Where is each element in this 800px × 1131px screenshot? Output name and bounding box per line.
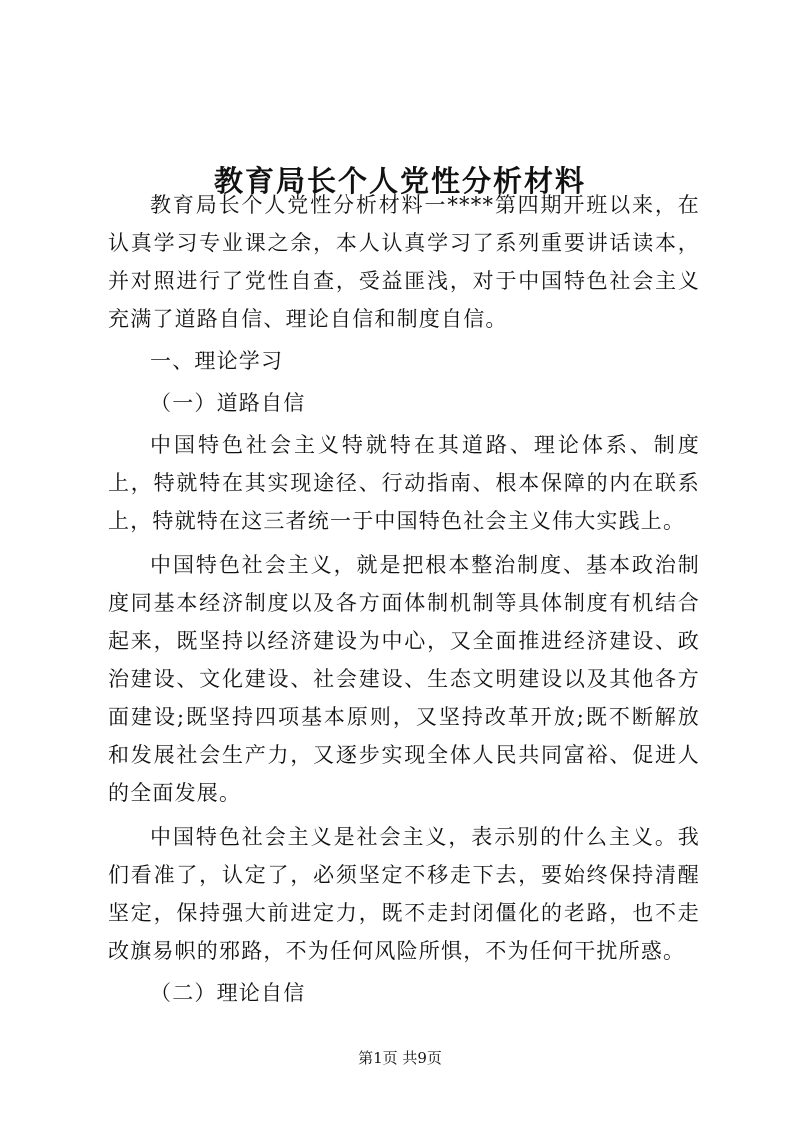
paragraph-road-features: 中国特色社会主义特就特在其道路、理论体系、制度上，特就特在其实现途径、行动指南、根本保障的内在联系上，特就特在这三者统一于中国特色社会主义伟大实践上。 — [108, 433, 700, 533]
document-title: 教育局长个人党性分析材料 — [213, 164, 586, 199]
page-number-footer: 第1页 共9页 — [358, 1049, 442, 1067]
subsection-heading-road-confidence: （一）道路自信 — [150, 391, 306, 415]
paragraph-socialism-path: 中国特色社会主义是社会主义，表示别的什么主义。我们看准了，认定了，必须坚定不移走下去，要始终保持清醒坚定，保持强大前进定力，既不走封闭僵化的老路，也不走改旗易帜的邪路，不为任何风险所惧，不为任何干扰所惑。 — [108, 825, 700, 963]
subsection-heading-theory-confidence: （二）理论自信 — [150, 981, 306, 1005]
document-body — [108, 186, 700, 1016]
section-heading-theory-study: 一、理论学习 — [150, 349, 284, 373]
paragraph-socialism-system: 中国特色社会主义，就是把根本整治制度、基本政治制度同基本经济制度以及各方面体制机制等具体制度有机结合起来，既坚持以经济建设为中心，又全面推进经济建设、政治建设、文化建设、社会建设、生态文明建设以及其他各方面建设;既坚持四项基本原则，又坚持改革开放;既不断解放和发展社会生产力，又逐步实现全体人民共同富裕、促进人的全面发展。 — [108, 553, 700, 805]
intro-paragraph: 教育局长个人党性分析材料一****第四期开班以来，在认真学习专业课之余，本人认真学习了系列重要讲话读本，并对照进行了党性自查，受益匪浅，对于中国特色社会主义充满了道路自信、理论自信和制度自信。 — [108, 193, 700, 331]
